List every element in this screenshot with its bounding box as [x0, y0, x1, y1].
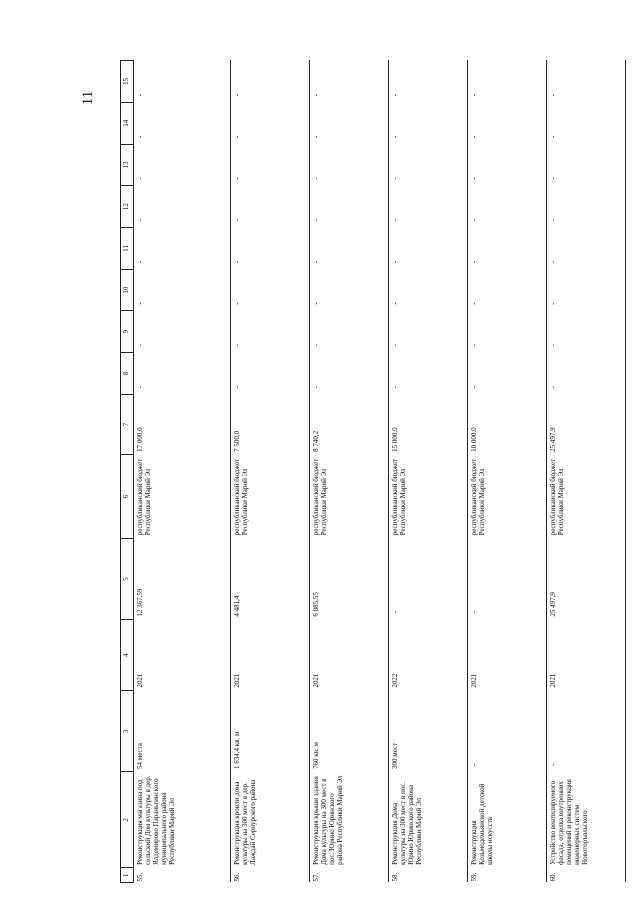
cell-col10: -	[468, 269, 547, 311]
page-number: 11	[80, 90, 96, 106]
cell-col7: 25 497,9	[547, 394, 626, 455]
cell-col7: 10 000,0	[468, 394, 547, 455]
table-row	[468, 61, 547, 883]
cell-col11: -	[231, 227, 310, 269]
capacity: 54 места	[134, 691, 231, 772]
funding-source: республиканский бюджет Республики Марий Эл	[310, 455, 389, 538]
col-header-12: 12	[121, 186, 134, 228]
cell-col11: -	[547, 227, 626, 269]
cell-col15: -	[310, 61, 389, 103]
col-header-11: 11	[121, 227, 134, 269]
year: 2021	[468, 620, 547, 691]
col-header-6: 6	[121, 455, 134, 538]
cell-col14: -	[310, 102, 389, 144]
cell-col5: 4 481,4	[231, 538, 310, 619]
cell-col15: -	[231, 61, 310, 103]
object-name: Реконструкция крыши здания Дома культуры на 300 мест в пос. Юрино Юринского района Республики Марий Эл	[310, 772, 389, 868]
funding-source: республиканский бюджет Республики Марий Эл	[134, 455, 231, 538]
row-number: 58.	[389, 868, 468, 883]
col-header-5: 5	[121, 538, 134, 619]
cell-col7: 15 000,0	[389, 394, 468, 455]
object-name: Реконструкция Дома культуры на 300 мест в пос. Юрино Юринского района Республики Марий Эл	[389, 772, 468, 868]
table-row	[310, 61, 389, 883]
row-number: 60.	[547, 868, 626, 883]
cell-col12: -	[310, 186, 389, 228]
cell-col13: -	[134, 144, 231, 186]
cell-col15: -	[134, 61, 231, 103]
funding-source: республиканский бюджет Республики Марий Эл	[231, 455, 310, 538]
cell-col12: -	[547, 186, 626, 228]
cell-col11: -	[468, 227, 547, 269]
cell-col9: -	[468, 311, 547, 353]
cell-col14: -	[231, 102, 310, 144]
funding-source: республиканский бюджет Республики Марий Эл	[547, 455, 626, 538]
cell-col5: 12 367,59	[134, 538, 231, 619]
cell-col5: 25 497,9	[547, 538, 626, 619]
cell-col9: -	[310, 311, 389, 353]
cell-col12: -	[468, 186, 547, 228]
cell-col10: -	[389, 269, 468, 311]
year: 2021	[134, 620, 231, 691]
cell-col10: -	[134, 269, 231, 311]
object-name: Реконструкция Козьмодемьянской детской школы искусств	[468, 772, 547, 868]
cell-col8: -	[310, 353, 389, 395]
funding-source: республиканский бюджет Республики Марий Эл	[389, 455, 468, 538]
col-header-15: 15	[121, 61, 134, 103]
capacity: 1 634,4 кв. м	[231, 691, 310, 772]
cell-col13: -	[389, 144, 468, 186]
col-header-14: 14	[121, 102, 134, 144]
col-header-3: 3	[121, 691, 134, 772]
col-header-8: 8	[121, 353, 134, 395]
cell-col10: -	[547, 269, 626, 311]
table-row	[389, 61, 468, 883]
cell-col15: -	[547, 61, 626, 103]
cell-col9: -	[547, 311, 626, 353]
cell-col5: -	[389, 538, 468, 619]
cell-col11: -	[389, 227, 468, 269]
object-name: Реконструкция магазина под сельский Дом культуры в дер. Ялдемирово Параньгинского муниципального района Республики Марий Эл	[134, 772, 231, 868]
year: 2021	[231, 620, 310, 691]
cell-col11: -	[134, 227, 231, 269]
table-row	[134, 61, 231, 883]
cell-col7: 17 000,0	[134, 394, 231, 455]
object-name: Реконструкция кровли дома культуры на 300 мест в дер. Лаждай Сернурского района	[231, 772, 310, 868]
row-number: 55.	[134, 868, 231, 883]
cell-col9: -	[389, 311, 468, 353]
col-header-2: 2	[121, 772, 134, 868]
row-number: 57.	[310, 868, 389, 883]
capacity: 760 кв. м	[310, 691, 389, 772]
row-number: 56.	[231, 868, 310, 883]
program-table	[120, 60, 626, 883]
cell-col8: -	[231, 353, 310, 395]
cell-col12: -	[134, 186, 231, 228]
header-row	[121, 61, 134, 883]
cell-col12: -	[389, 186, 468, 228]
cell-col14: -	[134, 102, 231, 144]
cell-col5: -	[468, 538, 547, 619]
cell-col5: 6 085,55	[310, 538, 389, 619]
year: 2022	[389, 620, 468, 691]
cell-col13: -	[310, 144, 389, 186]
col-header-9: 9	[121, 311, 134, 353]
row-number: 59.	[468, 868, 547, 883]
cell-col7: 8 740,2	[310, 394, 389, 455]
cell-col10: -	[310, 269, 389, 311]
col-header-13: 13	[121, 144, 134, 186]
cell-col14: -	[547, 102, 626, 144]
cell-col9: -	[231, 311, 310, 353]
cell-col13: -	[547, 144, 626, 186]
cell-col15: -	[468, 61, 547, 103]
table-row	[547, 61, 626, 883]
cell-col13: -	[468, 144, 547, 186]
cell-col12: -	[231, 186, 310, 228]
col-header-1: 1	[121, 868, 134, 883]
rotated-table-container	[120, 60, 620, 883]
table-row	[231, 61, 310, 883]
col-header-7: 7	[121, 394, 134, 455]
capacity: -	[468, 691, 547, 772]
year: 2021	[547, 620, 626, 691]
capacity: -	[547, 691, 626, 772]
year: 2021	[310, 620, 389, 691]
cell-col8: -	[468, 353, 547, 395]
funding-source: республиканский бюджет Республики Марий Эл	[468, 455, 547, 538]
cell-col14: -	[389, 102, 468, 144]
cell-col10: -	[231, 269, 310, 311]
cell-col11: -	[310, 227, 389, 269]
cell-col9: -	[134, 311, 231, 353]
object-name: Устройство вентилируемого фасада, отделка внутренних помещений и реконструкция инженерных систем Новоторъяльского	[547, 772, 626, 868]
capacity: 300 мест	[389, 691, 468, 772]
cell-col8: -	[389, 353, 468, 395]
col-header-10: 10	[121, 269, 134, 311]
cell-col8: -	[547, 353, 626, 395]
cell-col7: 7 500,0	[231, 394, 310, 455]
cell-col14: -	[468, 102, 547, 144]
col-header-4: 4	[121, 620, 134, 691]
cell-col15: -	[389, 61, 468, 103]
cell-col8: -	[134, 353, 231, 395]
cell-col13: -	[231, 144, 310, 186]
